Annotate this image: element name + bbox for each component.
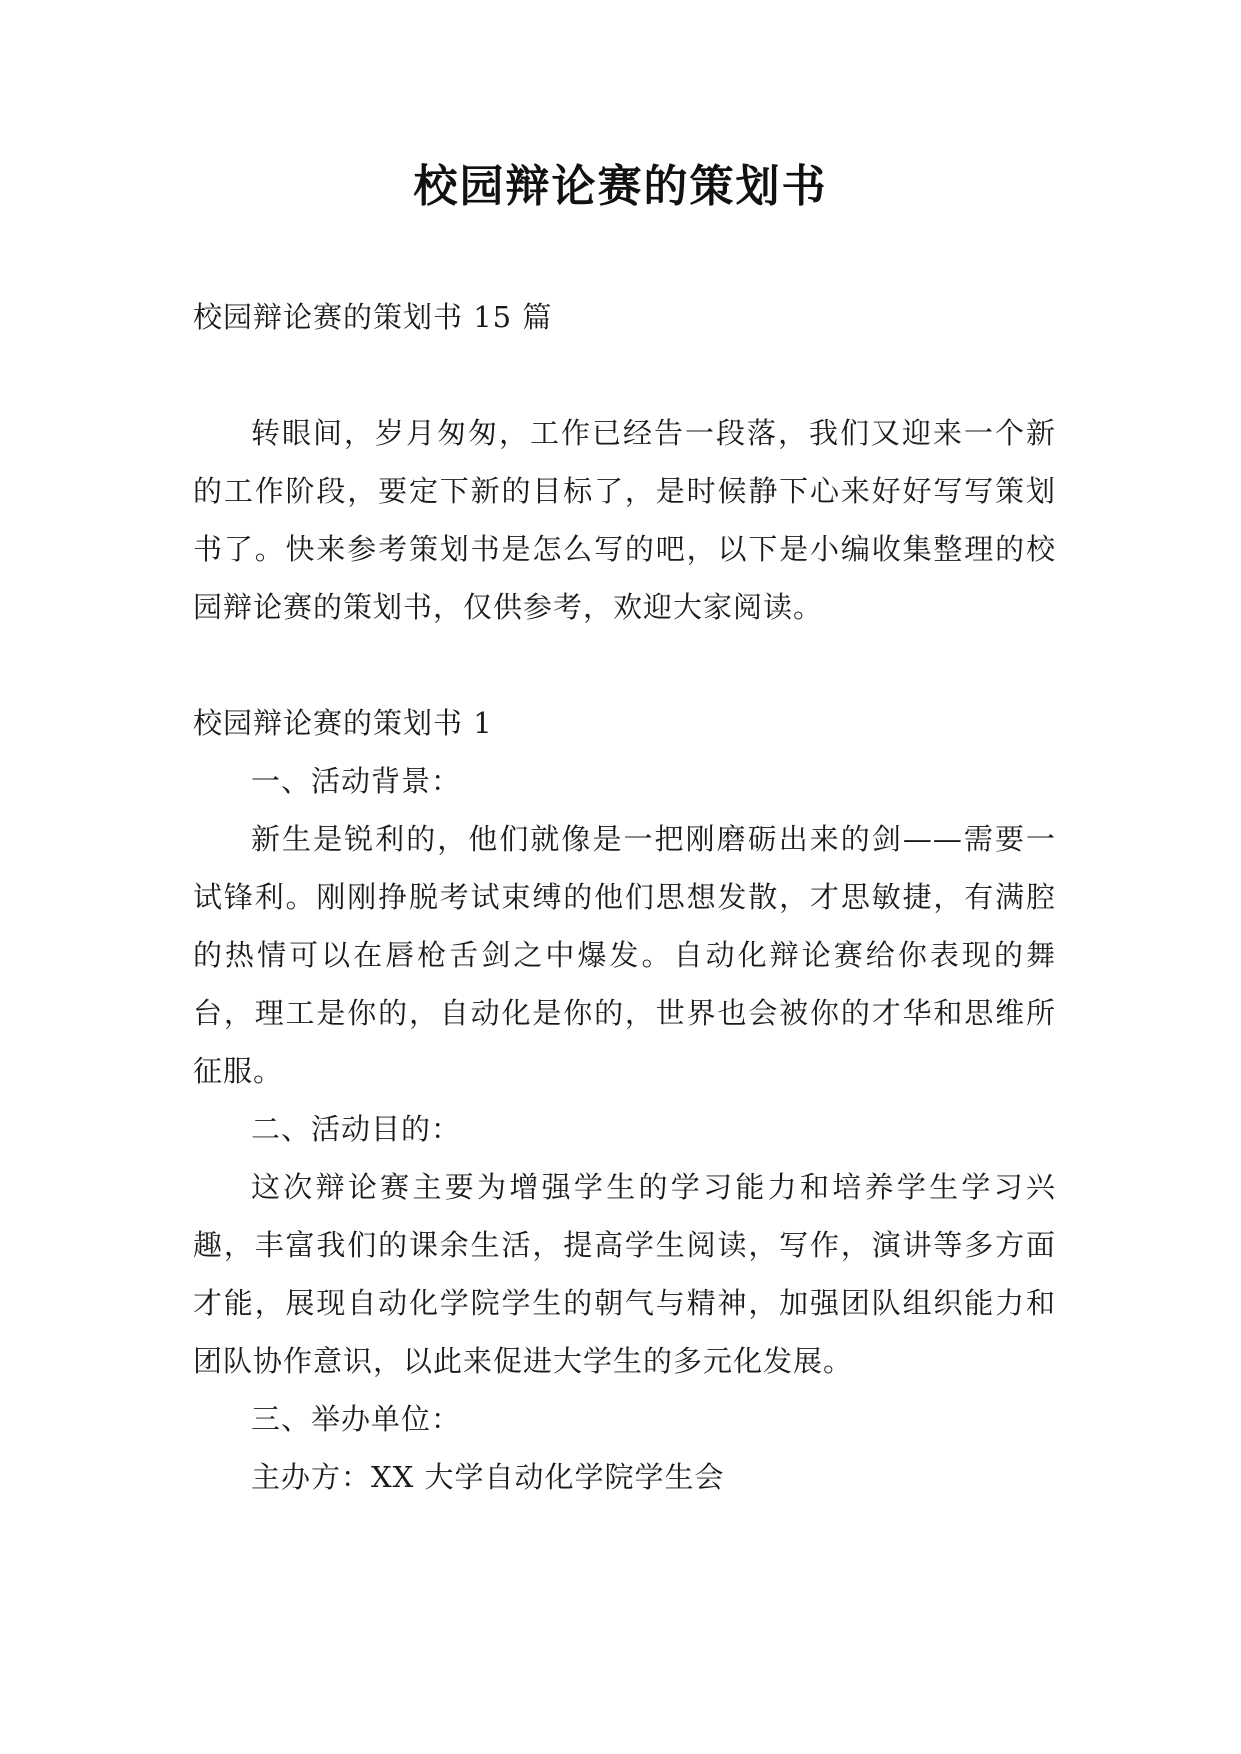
organizer-line: 主办方：XX 大学自动化学院学生会 [251, 1460, 725, 1494]
heading-purpose: 二、活动目的： [251, 1112, 462, 1146]
document-body [193, 288, 1056, 1506]
background-paragraph: 新生是锐利的，他们就像是一把刚磨砺出来的剑——需要一试锋利。刚刚挣脱考试束缚的他们思想发散，才思敏捷，有满腔的热情可以在唇枪舌剑之中爆发。自动化辩论赛给你表现的舞台，理工是你的，自动化是你的，世界也会被你的才华和思维所征服。 [193, 822, 1056, 1088]
intro-paragraph: 转眼间，岁月匆匆，工作已经告一段落，我们又迎来一个新的工作阶段，要定下新的目标了，是时候静下心来好好写写策划书了。快来参考策划书是怎么写的吧，以下是小编收集整理的校园辩论赛的策划书，仅供参考，欢迎大家阅读。 [193, 416, 1056, 624]
document-subtitle: 校园辩论赛的策划书 15 篇 [193, 300, 553, 334]
section-title: 校园辩论赛的策划书 1 [193, 706, 493, 740]
heading-organizer: 三、举办单位： [251, 1402, 462, 1436]
heading-background: 一、活动背景： [251, 764, 462, 798]
document-title: 校园辩论赛的策划书 [413, 161, 828, 212]
purpose-paragraph: 这次辩论赛主要为增强学生的学习能力和培养学生学习兴趣，丰富我们的课余生活，提高学生阅读，写作，演讲等多方面才能，展现自动化学院学生的朝气与精神，加强团队组织能力和团队协作意识，以此来促进大学生的多元化发展。 [193, 1170, 1056, 1378]
